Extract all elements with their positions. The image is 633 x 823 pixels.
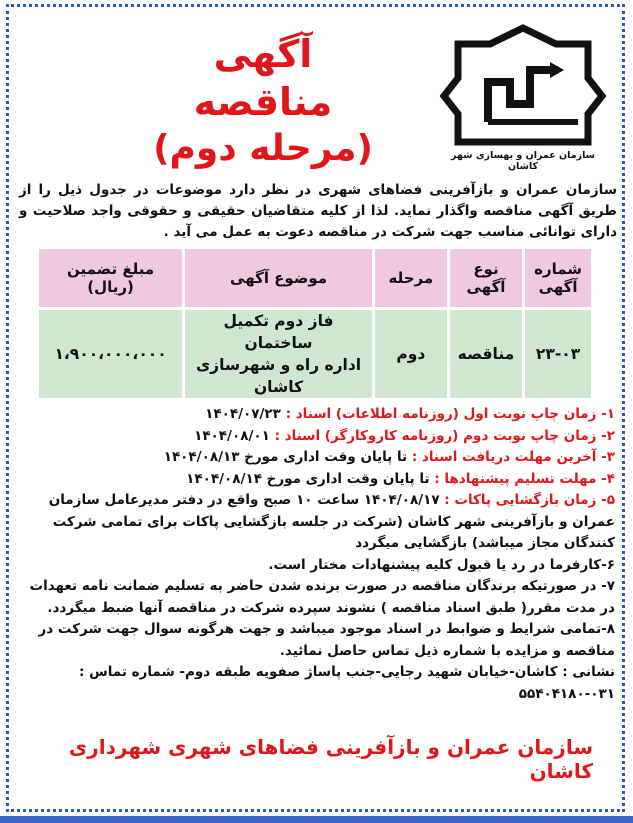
term-4-value: تا پایان وقت اداری مورخ ۱۴۰۴/۰۸/۱۴ xyxy=(186,470,430,487)
logo-emblem-icon xyxy=(438,22,608,150)
header-subject: موضوع آگهی xyxy=(185,249,372,307)
term-4-label: ۴- مهلت تسلیم پیشنهادها : xyxy=(434,470,615,487)
header-type: نوع آگهی xyxy=(450,249,522,307)
cell-number: ۲۳-۰۳ xyxy=(525,310,591,398)
term-2-label: ۲- زمان چاپ نوبت دوم (روزنامه کاروکارگر) اسناد : xyxy=(274,427,615,444)
term-1-label: ۱- زمان چاپ نوبت اول (روزنامه اطلاعات) اسناد : xyxy=(285,406,615,422)
term-4 xyxy=(19,469,615,491)
header-stage: مرحله xyxy=(375,249,447,307)
cell-subject xyxy=(185,310,372,398)
table-row xyxy=(39,310,591,398)
title-line-1: آگهی مناقصه xyxy=(193,32,333,124)
term-2-value: ۱۴۰۴/۰۸/۰۱ xyxy=(194,427,270,444)
term-5-label: ۵- زمان بازگشایی پاکات : xyxy=(444,492,615,508)
cell-guarantee: ۱،۹۰۰،۰۰۰،۰۰۰ xyxy=(39,310,182,398)
header-guarantee: مبلغ تضمین (ریال) xyxy=(39,249,182,307)
footer-organization: سازمان عمران و بازآفرینی فضاهای شهری شهرداری کاشان xyxy=(68,735,593,783)
tender-table xyxy=(36,246,594,401)
term-2 xyxy=(19,426,615,448)
term-3-label: ۳- آخرین مهلت دریافت اسناد : xyxy=(411,449,615,465)
subject-line-3: کاشان xyxy=(253,378,304,396)
title-line-2: (مرحله دوم) xyxy=(153,128,373,169)
notice-title xyxy=(138,30,388,172)
term-5-value: ۱۴۰۴/۰۸/۱۷ ساعت ۱۰ صبح واقع در دفتر مدیرعامل سازمان عمران و بازآفرینی شهر کاشان (شرکت در جلسه بازگشایی پاکات برای تمامی شرکت کنندگان مجاز میباشد) بازگشایی میگردد xyxy=(48,492,615,551)
bottom-divider xyxy=(0,816,633,823)
header-number: شماره آگهی xyxy=(525,249,591,307)
term-3 xyxy=(19,447,615,469)
intro-paragraph: سازمان عمران و بازآفرینی فضاهای شهری در نظر دارد موضوعات در جدول ذیل را از طریق آگهی مناقصه واگذار نماید. لذا از کلیه متقاضیان حقیقی و حقوقی واجد صلاحیت و دارای توانائی مناسب جهت شرکت در مناقصه دعوت به عمل می آید . xyxy=(19,182,617,240)
terms-list xyxy=(19,404,615,705)
term-6: ۶-کارفرما در رد یا قبول کلیه پیشنهادات مختار است. xyxy=(268,556,615,573)
organization-logo xyxy=(438,22,608,170)
subject-line-2: اداره راه و شهرسازی xyxy=(195,356,362,374)
table-header-row xyxy=(39,249,591,307)
term-8: ۸-تمامی شرایط و ضوابط در اسناد موجود میباشد و جهت هرگونه سوال جهت شرکت در مناقصه و مزایده با شماره ذیل تماس حاصل نمائید. xyxy=(38,621,615,659)
cell-type: مناقصه xyxy=(450,310,522,398)
address: نشانی : کاشان-خیابان شهید رجایی-جنب پاساژ صفویه طبقه دوم- شماره تماس : ۰۳۱-۵۵۴۰۴۱۸۰ xyxy=(78,664,615,702)
subject-line-1: فاز دوم تکمیل ساختمان xyxy=(223,312,334,352)
term-7: ۷- در صورتیکه برندگان مناقصه در صورت برنده شدن حاضر به تسلیم ضمانت نامه تعهدات در مدت مقرر( طبق اسناد مناقصه ) نشوند سپرده شرکت در مناقصه آنها ضبط میگردد. xyxy=(29,578,615,616)
term-1-value: ۱۴۰۴/۰۷/۲۳ xyxy=(205,406,281,422)
cell-stage: دوم xyxy=(375,310,447,398)
logo-caption: سازمان عمران و بهسازی شهر کاشان xyxy=(451,150,595,172)
term-1 xyxy=(19,404,615,426)
term-3-value: تا پایان وقت اداری مورخ ۱۴۰۴/۰۸/۱۳ xyxy=(163,449,408,465)
term-5 xyxy=(19,490,615,555)
